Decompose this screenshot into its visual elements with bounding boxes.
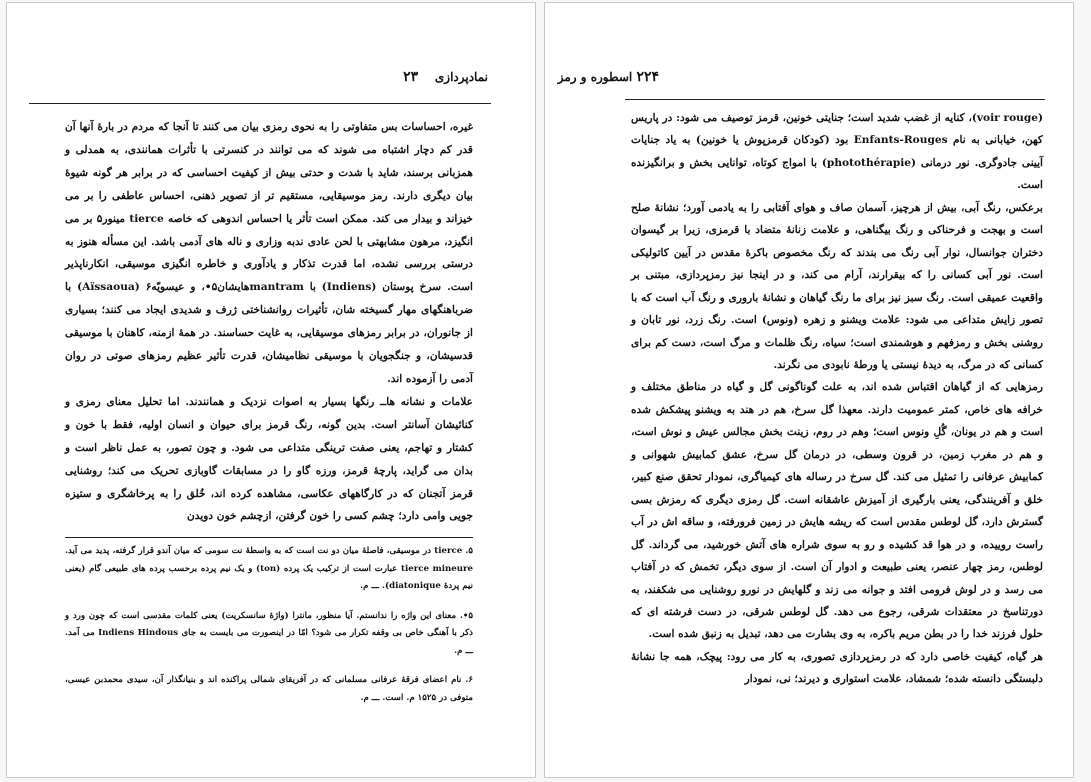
right-paragraph: برعکس، رنگ آبی، بیش از هرچیز، آسمان صاف و هوای آفتابی را به یادمی آورد؛ نشانهٔ صلح است و بهجت و فرحناکی و رنگ بیگناهی، و علامت زنانهٔ متضاد با قرمزی، زیرا بر گیسوان دختران جوانسال، نوار آبی رنگ می بندند که رنگ مخصوص باکرهٔ مقدس در آیین کاتولیکی است. نور آبی کسانی را که بیقرارند، آرام می کند، و در اینجا نیز رمزپردازی، مبتنی بر واقعیت عمیقی است. رنگ سبز نیز برای ما رنگ گیاهان و نشانهٔ باروری و رنگ آب است که با تصور زایش متداعی می شود: علامت ویشنو و زهره (ونوس) است. رنگ زرد، نور تابان و روشنی بخش و رمزفهم و هوشمندی است؛ سیاه، رنگ ظلمات و مرگ است، دست کم برای کسانی که در مرگ، به دیدهٔ نیستی یا ورطهٔ نابودی می نگرند. <box>631 201 1043 371</box>
footnote: ۵. tierce در موسیقی، فاصلهٔ میان دو نت است که به واسطهٔ نت سومی که میان آندو قرار گرفته، پدید می آید. tierce mineure عبارت است از ترکیب یک پرده (ton) و یک نیم پرده برحسب پرده های طبیعی گام (یعنی نیم پردهٔ diatonique). ـــ م. <box>65 546 474 591</box>
left-page-header <box>403 69 488 85</box>
left-footnotes <box>65 543 473 719</box>
footnote: ۵•. معنای این واژه را ندانستم. آیا منظور، مانترا (واژهٔ سانسکریت) یعنی کلمات مقدسی است که چون ورد و ذکر با آهنگی خاص بی وقفه تکرار می شود؟ امّا در اینصورت می بایست به جای Indiens Hindous می آمد. ـــ م. <box>65 610 473 656</box>
right-body-text <box>631 107 1043 691</box>
right-paragraph: رمزهایی که از گیاهان اقتباس شده اند، به علت گوناگونی گل و گیاه در مناطق مختلف و خرافه های خاص، کمتر عمومیت دارند. معهذا گل سرخ، هم در هند به ویشنو پیشکش شده است و هم در یونان، گُلِ ونوس است؛ وهم در روم، زینت بخش مجالس عیش و نوش است، و هم در مغرب زمین، در قرون وسطی، در درمان گل سرخ، عشق کمابیش شهوانی و کمابیش عرفانی را تمثیل می کند. گل سرخ در رساله های کیمیاگری، نمودار تحقق صنع کبیر، خلق و آفرینندگی، یعنی بارگیری از آمیزش عاشقانه است. گل رمزی دیگری که رمزش بسی گسترش دارد، گل لوطس مقدس است که ریشه هایش در زمین فرورفته، و ساقه اش در آب راست روییده، و در هوا قد کشیده و رو به سوی شراره های آتش خورشید، می گرداند. گل لوطس، رمز چهار عنصر، یعنی طبیعت و ادوار آن است. از سوی دیگر، تخمش که در آفتاب می رسد و در لوش فرومی افتد و جوانه می زند و گلهایش در نورو روشنایی می شکفند، به دورتناسخ در معتقدات شرقی، رجوع می دهد. گل لوطس شرقی، در دست فرشته ای که حلول فرزند خدا را در بطن مریم باکره، به وی بشارت می دهد، تبدیل به زنبق شده است. <box>631 381 1043 641</box>
left-page-title: نمادپردازی <box>434 70 488 84</box>
right-header-rule <box>625 99 1045 100</box>
right-paragraph: (voir rouge)، کنایه از غضب شدید است؛ جنایتی خونین، قرمز توصیف می شود: در پاریس کهن، خیابانی به نام Enfants-Rouges بود (کودکان قرمزپوش یا خونین) به یاد جنایات آیینی جادوگری. نور درمانی (photothérapie) با امواج کوتاه، توانایی بخش و برانگیزنده است. <box>631 112 1043 192</box>
right-page-number: ۲۲۴ <box>636 69 659 85</box>
right-page <box>544 2 1074 778</box>
left-header-rule <box>29 103 491 104</box>
right-paragraph: هر گیاه، کیفیت خاصی دارد که در رمزپردازی تصوری، به کار می رود: پیچک، همه جا نشانهٔ دلبستگی دانسته شده؛ شمشاد، علامت استواری و دیرند؛ نی، نمودار <box>631 650 1043 686</box>
right-page-title: اسطوره و رمز <box>557 70 633 84</box>
footnote: ۶. نام اعضای فرقهٔ عرفانی مسلمانی که در آفریقای شمالی پراکنده اند و بنیانگذار آن، سیدی محمدبن عیسی، متوفی در ۱۵۲۵ م. است. ـــ م. <box>65 675 473 703</box>
left-body-text <box>65 116 473 528</box>
right-page-header <box>558 69 659 85</box>
left-paragraph: علامات و نشانه هاــ رنگها بسیار به اصوات نزدیک و همانندند. اما تحلیل معنای رمزی و کنائیشان آسانتر است. بدین گونه، رنگ قرمز برای حیوان و انسان اولیه، فقط با خون و کشتار و تهاجم، یعنی صفت ترینگی متداعی می شود. و چون تصور، به عمل ناظر است و بدان می گراید، پارچهٔ قرمز، ورزه گاو را در مسابقات گاوبازی تحریک می کند؛ روشنایی قرمز آتجنان که در کارگاههای عکاسی، مشاهده کرده اند، خُلق را به پرخاشگری و ستیزه جویی وامی دارد؛ چشم کسی را خون گرفتن، ازچشم خون دویدن <box>65 395 473 523</box>
footnote-rule <box>65 537 473 538</box>
left-page <box>6 2 536 778</box>
left-page-number: ۲۳ <box>403 69 419 85</box>
left-paragraph: غیره، احساسات بس متفاوتی را به نحوی رمزی بیان می کنند تا آنجا که مردم در بارهٔ آنها آن قدر کم دچار اشتباه می شوند که می توانند در کنسرتی با تأثرات همانندی، به همدلی و همزبانی برسند، شاید با شدت و حدتی بیش از کیفیت احساسی که در برابر هر گونه شیوهٔ بیان دیگری دارند. رمز موسیقایی، مستقیم تر از تصویر ذهنی، احساس عاطفی را بر می خیزاند و بیدار می کند. ممکن است تأثر یا احساس اندوهی که خاصه tierce مینور۵ بر می انگیزد، مرهون مشابهتی با لحن عادی ندبه وزاری و ناله های آدمی باشد. این مسأله هنوز به درستی بررسی نشده، اما قدرت تذکار و یادآوری و خاطره انگیزی موسیقی، انکارناپذیر است. سرخ پوستان (Indiens) با mantramهایشان۵•، و عیسویّه۶ (Aïssaoua) با ضرباهنگهای مهار گسیخته شان، تأثیرات روانشناختی ژرف و شدیدی ایجاد می کنند؛ بسیاری از جانوران، در برابر رمزهای موسیقایی، به غایت حساسند. در همهٔ ازمنه، کاهنان با موسیقی قدسیشان، و جنگجویان با موسیقی نظامیشان، قدرت تأثیر عظیم رمزهای صوتی در روان آدمی را آزموده اند. <box>65 121 473 385</box>
